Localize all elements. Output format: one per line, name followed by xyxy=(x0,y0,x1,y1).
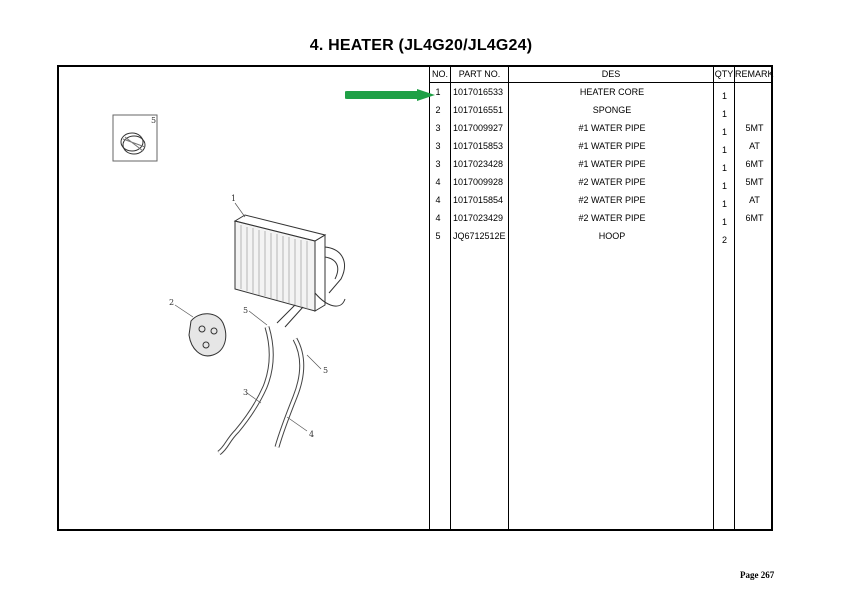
row-part-no: JQ6712512E xyxy=(453,231,506,241)
row-qty: 1 xyxy=(721,109,727,119)
header-no: NO. xyxy=(431,69,448,79)
row-des: HOOP xyxy=(598,231,626,241)
row-qty: 1 xyxy=(721,163,727,173)
page-title: 4. HEATER (JL4G20/JL4G24) xyxy=(309,37,533,54)
row-des: SPONGE xyxy=(592,105,632,115)
row-des: #1 WATER PIPE xyxy=(578,141,646,151)
row-qty: 2 xyxy=(721,235,727,245)
row-part-no: 1017016551 xyxy=(453,105,504,115)
col-divider xyxy=(508,67,509,529)
row-remark: 6MT xyxy=(745,159,764,169)
row-part-no: 1017023428 xyxy=(453,159,504,169)
highlight-arrow-icon xyxy=(345,87,437,103)
row-des: #1 WATER PIPE xyxy=(578,123,646,133)
row-no: 4 xyxy=(435,177,441,187)
heater-core-drawing xyxy=(235,215,345,327)
row-no: 3 xyxy=(435,141,441,151)
callout-5-upper: 5 xyxy=(243,306,249,315)
row-part-no: 1017015854 xyxy=(453,195,504,205)
row-qty: 1 xyxy=(721,217,727,227)
row-part-no: 1017023429 xyxy=(453,213,504,223)
row-qty: 1 xyxy=(721,91,727,101)
callout-5-right: 5 xyxy=(323,366,329,375)
sponge-drawing xyxy=(189,314,226,356)
col-divider xyxy=(734,67,735,529)
row-no: 2 xyxy=(435,105,441,115)
row-part-no: 1017016533 xyxy=(453,87,504,97)
header-divider xyxy=(429,82,771,83)
row-qty: 1 xyxy=(721,199,727,209)
row-des: HEATER CORE xyxy=(579,87,645,97)
header-part-no: PART NO. xyxy=(458,69,501,79)
header-des: DES xyxy=(601,69,621,79)
row-no: 4 xyxy=(435,195,441,205)
row-part-no: 1017009927 xyxy=(453,123,504,133)
row-remark: 6MT xyxy=(745,213,764,223)
callout-5-hoop: 5 xyxy=(151,116,157,125)
row-des: #2 WATER PIPE xyxy=(578,195,646,205)
callout-4: 4 xyxy=(309,430,315,439)
row-remark: 5MT xyxy=(745,177,764,187)
row-part-no: 1017015853 xyxy=(453,141,504,151)
header-qty: QTY xyxy=(714,69,734,79)
page-number: Page 267 xyxy=(740,570,775,580)
row-des: #1 WATER PIPE xyxy=(578,159,646,169)
row-qty: 1 xyxy=(721,127,727,137)
row-part-no: 1017009928 xyxy=(453,177,504,187)
header-remark: REMARK xyxy=(735,69,774,79)
row-no: 5 xyxy=(435,231,441,241)
col-divider xyxy=(713,67,714,529)
row-des: #2 WATER PIPE xyxy=(578,213,646,223)
callout-2: 2 xyxy=(169,298,175,307)
row-no: 1 xyxy=(435,87,441,97)
row-des: #2 WATER PIPE xyxy=(578,177,646,187)
water-pipe-2-drawing xyxy=(277,339,302,447)
row-remark: AT xyxy=(749,141,760,151)
row-remark: 5MT xyxy=(745,123,764,133)
callout-1: 1 xyxy=(231,194,237,203)
row-qty: 1 xyxy=(721,181,727,191)
callout-3: 3 xyxy=(243,388,249,397)
row-remark: AT xyxy=(749,195,760,205)
table-divider xyxy=(429,67,430,529)
parts-frame xyxy=(57,65,773,531)
row-no: 4 xyxy=(435,213,441,223)
heater-exploded-diagram xyxy=(59,67,429,529)
row-qty: 1 xyxy=(721,145,727,155)
row-no: 3 xyxy=(435,159,441,169)
col-divider xyxy=(450,67,451,529)
row-no: 3 xyxy=(435,123,441,133)
